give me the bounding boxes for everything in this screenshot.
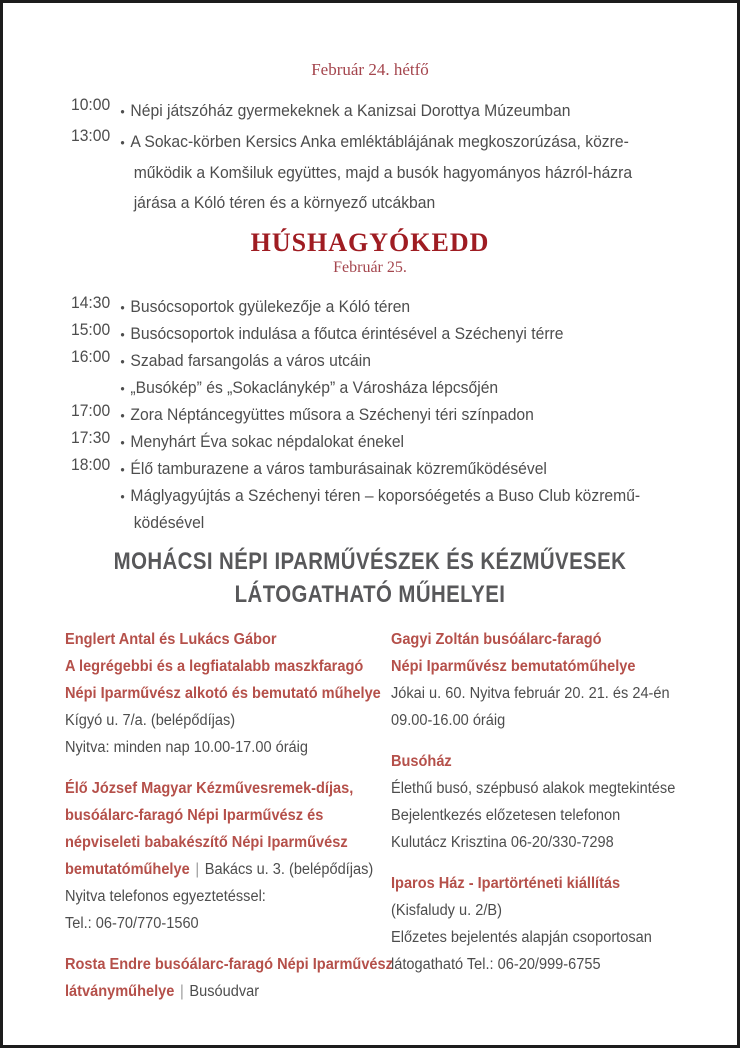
event-text (120, 402, 533, 429)
schedule-row (71, 96, 704, 127)
workshops-columns (65, 626, 737, 1019)
bullet-icon: • (120, 489, 125, 504)
workshop-detail: látogatható Tel.: 06-20/999-6755 (391, 956, 601, 973)
workshop-detail: Kígyó u. 7/a. (belépődíjas) (65, 712, 236, 729)
workshop-detail: Bejelentkezés előzetesen telefonon (391, 807, 621, 824)
day2-title: HÚSHAGYÓKEDD (250, 228, 490, 257)
workshop-heading: Népi Iparművész alkotó és bemutató műhelye (65, 685, 381, 702)
separator-bar: | (179, 983, 184, 1000)
bullet-icon: • (120, 354, 125, 369)
workshop-heading: Busóház (391, 753, 452, 770)
event-text (120, 96, 570, 127)
workshop-heading: Élő József Magyar Kézművesremek-díjas, (65, 780, 354, 797)
event-line: Busócsoportok gyülekezője a Kóló téren (130, 298, 411, 316)
workshop-heading: Englert Antal és Lukács Gábor (65, 631, 277, 648)
day2-subtitle: Február 25. (333, 259, 407, 276)
workshop-heading: népviseleti babakészítő Népi Iparművész (65, 834, 348, 851)
workshop-heading-text: látványműhelye (65, 983, 175, 1000)
event-time: 15:00 (71, 321, 111, 339)
workshop-detail: Kulutácz Krisztina 06-20/330-7298 (391, 834, 614, 851)
event-time: 18:00 (71, 456, 111, 474)
workshop-detail: Élethű busó, szépbusó alakok megtekintése (391, 780, 676, 797)
bullet-icon: • (120, 435, 125, 450)
schedule-row (71, 127, 704, 218)
workshop-detail: Tel.: 06-70/770-1560 (65, 915, 199, 932)
event-time: 13:00 (71, 127, 111, 145)
event-line: járása a Kóló téren és a környező utcákban (133, 194, 436, 212)
workshop-heading (65, 978, 371, 1005)
event-time (71, 375, 107, 402)
workshop-heading: Népi Iparművész bemutatóműhelye (391, 658, 636, 675)
workshop-entry-gagyi (391, 626, 675, 734)
event-line: Zora Néptáncegyüttes műsora a Széchenyi téri színpadon (130, 406, 534, 424)
workshop-entry-busohaz (391, 748, 675, 856)
event-text (120, 483, 640, 537)
bullet-icon: • (120, 300, 125, 315)
event-time: 17:30 (71, 429, 111, 447)
event-line: Népi játszóház gyermekeknek a Kanizsai Dorottya Múzeumban (130, 102, 571, 120)
workshop-entry-englert (65, 626, 381, 761)
event-time: 10:00 (71, 96, 111, 114)
day2-schedule (71, 294, 704, 537)
workshops-column-right (391, 626, 675, 1019)
separator-bar: | (195, 861, 200, 878)
workshop-detail: 09.00-16.00 óráig (391, 712, 506, 729)
event-line: Szabad farsangolás a város utcáin (130, 352, 371, 370)
schedule-row (71, 375, 704, 402)
bullet-icon: • (120, 462, 125, 477)
schedule-row (71, 483, 704, 537)
event-time: 16:00 (71, 348, 111, 366)
day1-title: Február 24. hétfő (311, 60, 429, 79)
workshop-heading: busóálarc-faragó Népi Iparművész és (65, 807, 324, 824)
workshop-heading: A legrégebbi és a legfiatalabb maszkfaragó (65, 658, 364, 675)
workshop-detail: Jókai u. 60. Nyitva február 20. 21. és 24-én (391, 685, 670, 702)
event-text (120, 348, 371, 375)
workshop-heading (65, 856, 374, 883)
workshop-detail: Előzetes bejelentés alapján csoportosan (391, 929, 652, 946)
event-line: Élő tamburazene a város tamburásainak közreműködésével (130, 460, 547, 478)
event-line: „Busókép” és „Sokaclánykép” a Városháza lépcsőjén (130, 379, 499, 397)
bullet-icon: • (120, 104, 125, 119)
event-line: működik a Komšiluk együttes, majd a busók hagyományos házról-házra (133, 164, 633, 182)
workshop-entry-rosta (65, 951, 393, 1005)
bullet-icon: • (120, 381, 125, 396)
workshop-heading: Rosta Endre busóálarc-faragó Népi Iparművész (65, 956, 393, 973)
bullet-icon: • (120, 408, 125, 423)
workshop-entry-iparos-haz (391, 870, 675, 978)
event-line: Máglyagyújtás a Széchenyi téren – koporsóégetés a Buso Club közremű- (130, 487, 641, 505)
workshops-column-left (65, 626, 393, 1019)
event-text (120, 456, 547, 483)
event-time: 17:00 (71, 402, 111, 420)
workshop-entry-elo (65, 775, 374, 937)
schedule-row (71, 348, 704, 375)
event-text (120, 375, 498, 402)
bullet-icon: • (120, 135, 125, 150)
event-line: Menyhárt Éva sokac népdalokat énekel (130, 433, 405, 451)
workshops-title-line1: MOHÁCSI NÉPI IPARMŰVÉSZEK ÉS KÉZMŰVESEK (113, 548, 627, 575)
workshop-heading: Iparos Ház - Ipartörténeti kiállítás (391, 875, 621, 892)
event-text (120, 429, 404, 456)
day1-schedule (71, 96, 704, 218)
workshop-detail: (Kisfaludy u. 2/B) (391, 902, 502, 919)
schedule-row (71, 294, 704, 321)
event-text (120, 127, 632, 218)
workshop-heading-text: bemutatóműhelye (65, 861, 190, 878)
schedule-row (71, 429, 704, 456)
event-text (120, 294, 410, 321)
event-line: A Sokac-körben Kersics Anka emléktáblájának megkoszorúzása, közre- (130, 133, 629, 151)
event-time: 14:30 (71, 294, 111, 312)
bullet-icon: • (120, 327, 125, 342)
workshop-heading: Gagyi Zoltán busóálarc-faragó (391, 631, 602, 648)
event-line: Busócsoportok indulása a főutca érintésével a Széchenyi térre (130, 325, 564, 343)
schedule-row (71, 402, 704, 429)
workshop-detail: Nyitva: minden nap 10.00-17.00 óráig (65, 739, 308, 756)
schedule-row (71, 321, 704, 348)
workshop-detail: Nyitva telefonos egyeztetéssel: (65, 888, 266, 905)
workshop-address: Busóudvar (189, 983, 260, 1000)
event-text (120, 321, 563, 348)
workshop-address: Bakács u. 3. (belépődíjas) (204, 861, 374, 878)
event-time (71, 483, 107, 537)
event-line: ködésével (133, 514, 205, 532)
workshops-title-line2: LÁTOGATHATÓ MŰHELYEI (234, 581, 506, 608)
schedule-row (71, 456, 704, 483)
